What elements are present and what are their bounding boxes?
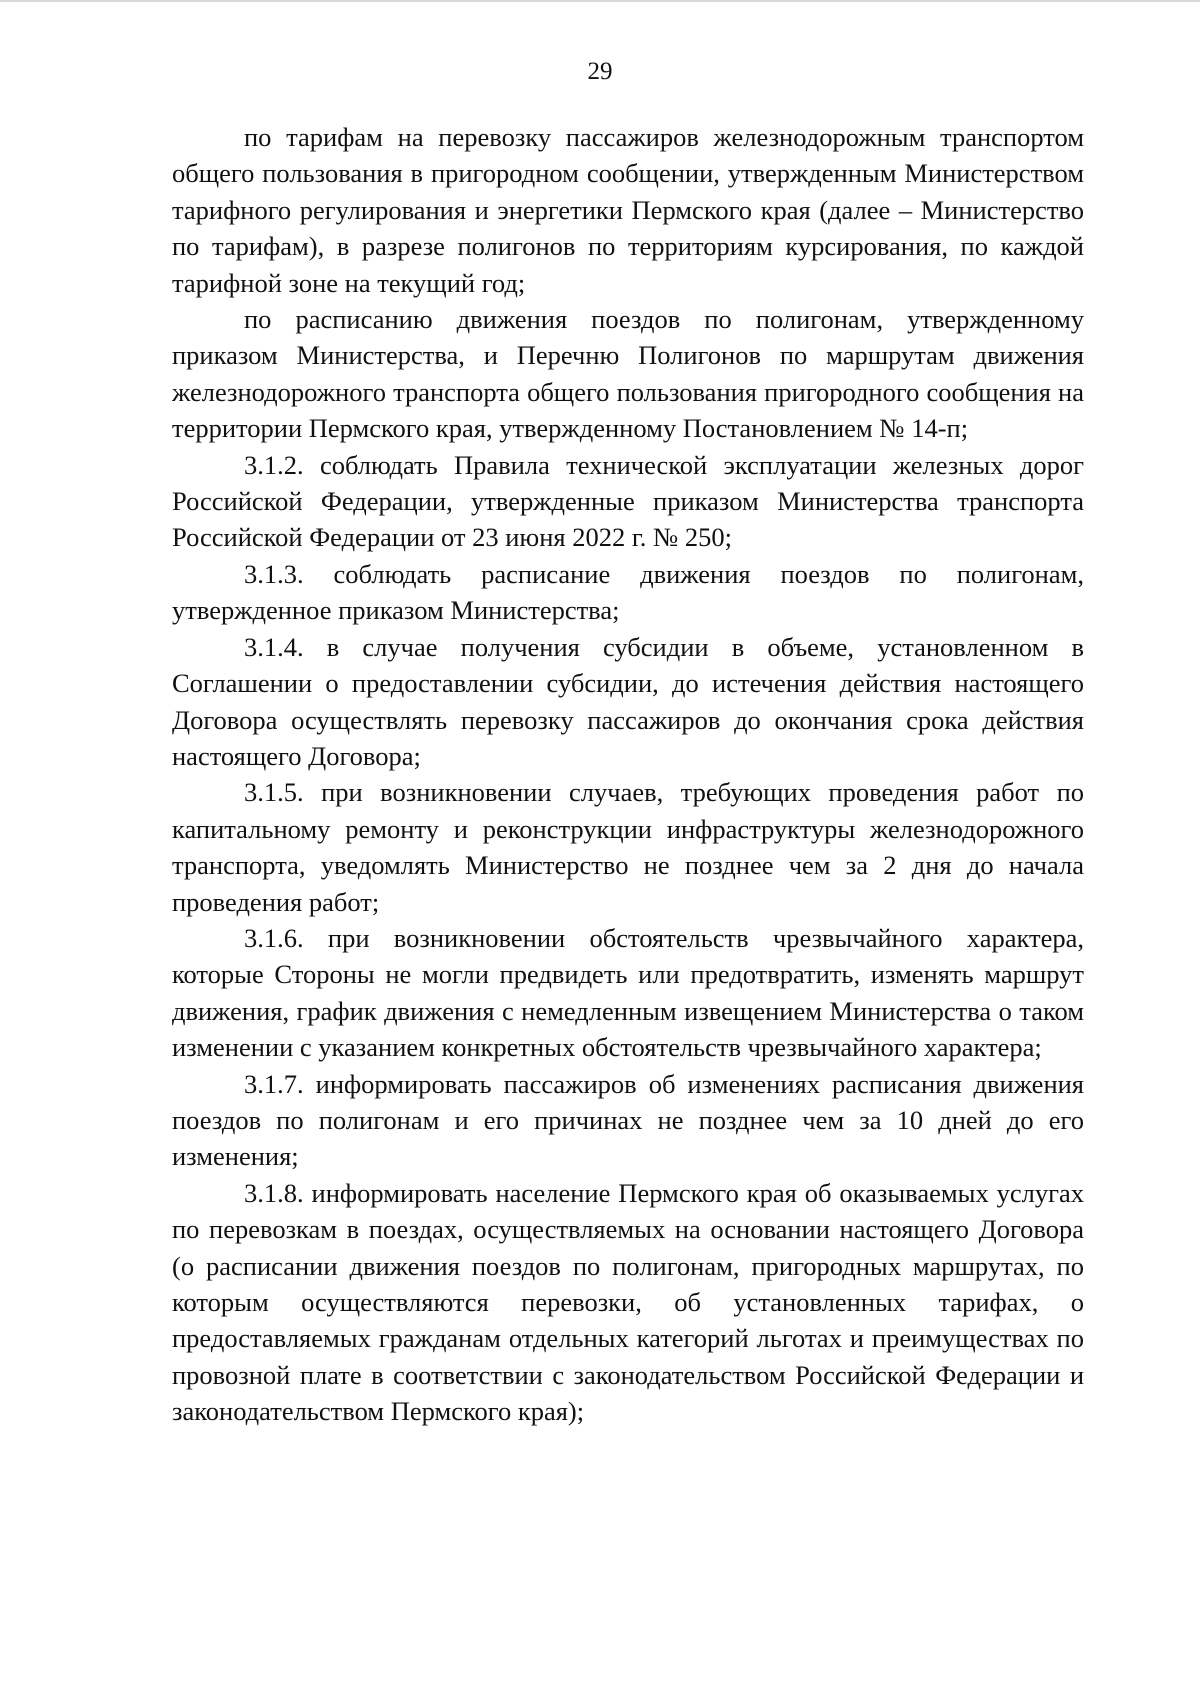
- paragraph-schedule: по расписанию движения поездов по полигонам, утвержденному приказом Министерства, и Перечню Полигонов по маршрутам движения железнодорожного транспорта общего пользования пригородного сообщения на территории Пермского края, утвержденному Постановлением № 14-п;: [172, 304, 1084, 444]
- page-top-edge: [0, 0, 1200, 2]
- page-number: 29: [587, 58, 613, 85]
- paragraph-tariffs: по тарифам на перевозку пассажиров железнодорожным транспортом общего пользования в пригородном сообщении, утвержденным Министерством тарифного регулирования и энергетики Пермского края (далее – Министерство по тарифам), в разрезе полигонов по территориям курсирования, по каждой тарифной зоне на текущий год;: [172, 122, 1084, 298]
- paragraph-3-1-4: 3.1.4. в случае получения субсидии в объеме, установленном в Соглашении о предоставлении субсидии, до истечения действия настоящего Договора осуществлять перевозку пассажиров до окончания срока действия настоящего Договора;: [172, 631, 1084, 771]
- document-body: [172, 119, 1084, 1430]
- paragraph-3-1-6: 3.1.6. при возникновении обстоятельств чрезвычайного характера, которые Стороны не могли предвидеть или предотвратить, изменять маршрут движения, график движения с немедленным извещением Министерства о таком изменении с указанием конкретных обстоятельств чрезвычайного характера;: [172, 922, 1084, 1063]
- paragraph-3-1-5: 3.1.5. при возникновении случаев, требующих проведения работ по капитальному ремонту и реконструкции инфраструктуры железнодорожного транспорта, уведомлять Министерство не позднее чем за 2 дня до начала проведения работ;: [172, 777, 1084, 917]
- paragraph-3-1-8: 3.1.8. информировать население Пермского края об оказываемых услугах по перевозкам в поездах, осуществляемых на основании настоящего Договора (о расписании движения поездов по полигонам, пригородных маршрутах, по которым осуществляются перевозки, об установленных тарифах, о предоставляемых гражданам отдельных категорий льготах и преимуществах по провозной плате в соответствии с законодательством Российской Федерации и законодательством Пермского края);: [172, 1177, 1084, 1427]
- paragraph-3-1-3: 3.1.3. соблюдать расписание движения поездов по полигонам, утвержденное приказом Министерства;: [172, 558, 1084, 626]
- paragraph-3-1-7: 3.1.7. информировать пассажиров об изменениях расписания движения поездов по полигонам и его причинах не позднее чем за 10 дней до его изменения;: [172, 1068, 1084, 1172]
- paragraph-3-1-2: 3.1.2. соблюдать Правила технической эксплуатации железных дорог Российской Федерации, утвержденные приказом Министерства транспорта Российской Федерации от 23 июня 2022 г. № 250;: [172, 449, 1084, 553]
